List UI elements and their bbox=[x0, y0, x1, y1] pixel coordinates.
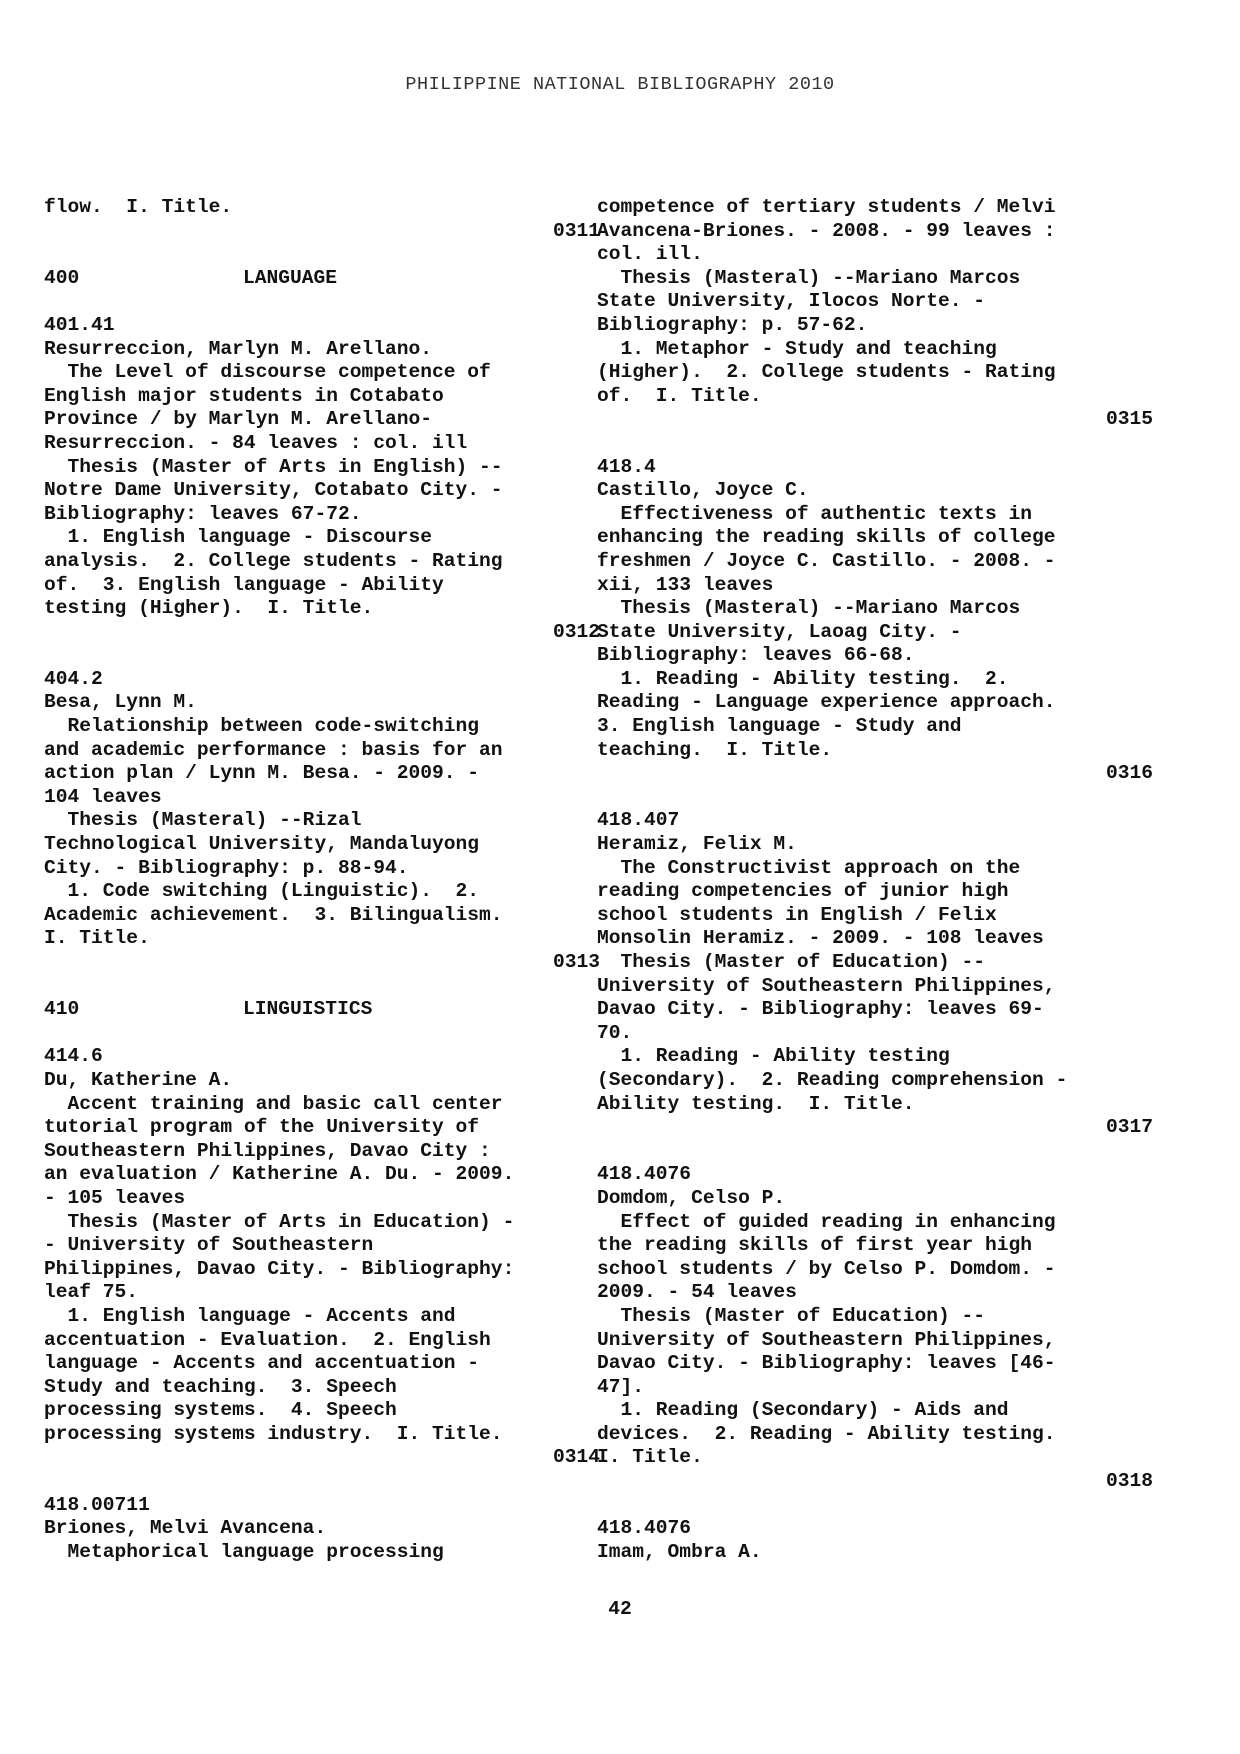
entry-line: Briones, Melvi Avancena. bbox=[44, 1517, 327, 1540]
entry-line: Bibliography: leaves 66-68. bbox=[597, 644, 915, 667]
entry-line: Resurreccion, Marlyn M. Arellano. bbox=[44, 337, 433, 360]
entry-line: Accent training and basic call center bbox=[44, 1092, 503, 1115]
entry-line: Province / by Marlyn M. Arellano- bbox=[44, 408, 433, 431]
entry-line: Thesis (Master of Education) -- bbox=[597, 1304, 986, 1327]
entry-number: 0317 bbox=[1105, 1116, 1153, 1139]
entry-line: 3. English language - Study and bbox=[597, 715, 962, 738]
entry-line: 418.4076 bbox=[597, 1163, 692, 1186]
entry-line: Resurreccion. - 84 leaves : col. ill bbox=[44, 431, 468, 454]
entry-number: 0313 bbox=[552, 951, 600, 973]
entry-line: Reading - Language experience approach. bbox=[597, 691, 1056, 714]
blank-line bbox=[597, 432, 1153, 456]
entry-line: Southeastern Philippines, Davao City : bbox=[44, 1139, 491, 1162]
entry-line: Effect of guided reading in enhancing bbox=[597, 1210, 1056, 1233]
entry-line: The Level of discourse competence of bbox=[44, 361, 491, 384]
entry-line: tutorial program of the University of bbox=[44, 1116, 480, 1139]
entry-line: freshmen / Joyce C. Castillo. - 2008. - bbox=[597, 549, 1056, 572]
entry-number: 0312 bbox=[552, 620, 600, 643]
entry-line: of. I. Title. bbox=[597, 384, 762, 407]
entry-line: accentuation - Evaluation. 2. English bbox=[44, 1328, 491, 1351]
section-label: LANGUAGE bbox=[243, 266, 338, 289]
entry-number: 0315 bbox=[1105, 408, 1153, 431]
entry-line: col. ill. bbox=[597, 243, 703, 266]
entry-line: competence of tertiary students / Melvi bbox=[597, 196, 1056, 218]
entry-line: - University of Southeastern bbox=[44, 1234, 374, 1257]
blank-line bbox=[597, 1140, 1153, 1164]
entry-number: 0318 bbox=[1105, 1470, 1153, 1493]
entry-line: Heramiz, Felix M. bbox=[597, 833, 797, 856]
right-column bbox=[597, 196, 1153, 1564]
entry-line: Avancena-Briones. - 2008. - 99 leaves : bbox=[597, 219, 1056, 242]
entry-line: Academic achievement. 3. Bilingualism. bbox=[44, 903, 503, 926]
left-column bbox=[44, 196, 600, 1564]
entry-line: 47]. bbox=[597, 1375, 645, 1398]
entry-line: testing (Higher). I. Title. bbox=[44, 597, 374, 620]
blank-line bbox=[597, 1494, 1153, 1518]
entry-line: 418.00711 bbox=[44, 1493, 150, 1516]
page-number: 42 bbox=[608, 1598, 632, 1620]
entry-line: teaching. I. Title. bbox=[597, 738, 833, 761]
section-heading bbox=[44, 267, 600, 291]
entry-line: Monsolin Heramiz. - 2009. - 108 leaves bbox=[597, 927, 1044, 950]
entry-line: analysis. 2. College students - Rating bbox=[44, 549, 503, 572]
entry-line: xii, 133 leaves bbox=[597, 573, 774, 596]
entry-line: Imam, Ombra A. bbox=[597, 1540, 762, 1563]
section-label: LINGUISTICS bbox=[243, 998, 373, 1021]
entry-line: Thesis (Master of Education) -- bbox=[597, 951, 986, 973]
entry-line: Davao City. - Bibliography: leaves 69- bbox=[597, 998, 1044, 1021]
entry-line: school students in English / Felix bbox=[597, 903, 997, 926]
entry-line: language - Accents and accentuation - bbox=[44, 1352, 480, 1375]
blank-line bbox=[44, 975, 600, 999]
entry-line: Philippines, Davao City. - Bibliography: bbox=[44, 1257, 515, 1280]
entry-line: Relationship between code-switching bbox=[44, 715, 480, 738]
entry-line: 1. Metaphor - Study and teaching bbox=[597, 337, 997, 360]
entry-line: 404.2 bbox=[44, 667, 103, 690]
entry-line: Technological University, Mandaluyong bbox=[44, 833, 480, 856]
entry-line: 1. Reading (Secondary) - Aids and bbox=[597, 1399, 1009, 1422]
entry-line: 2009. - 54 leaves bbox=[597, 1281, 797, 1304]
blank-line bbox=[44, 290, 600, 314]
entry-line: Thesis (Master of Arts in English) -- bbox=[44, 455, 503, 478]
entry-line: Bibliography: leaves 67-72. bbox=[44, 502, 362, 525]
entry-line: Castillo, Joyce C. bbox=[597, 479, 809, 502]
section-heading bbox=[44, 998, 600, 1022]
blank-line bbox=[44, 243, 600, 267]
entry-line: Study and teaching. 3. Speech bbox=[44, 1375, 397, 1398]
entry-line: processing systems industry. I. Title. bbox=[44, 1422, 503, 1445]
entry-line: flow. I. Title. bbox=[44, 196, 233, 218]
entry-line: (Secondary). 2. Reading comprehension - bbox=[597, 1068, 1068, 1091]
entry-line: I. Title. bbox=[44, 927, 150, 950]
entry-line: Thesis (Masteral) --Rizal bbox=[44, 809, 362, 832]
blank-line bbox=[44, 1470, 600, 1494]
entry-line: Metaphorical language processing bbox=[44, 1540, 444, 1563]
section-code: 400 bbox=[44, 266, 80, 289]
entry-line: City. - Bibliography: p. 88-94. bbox=[44, 856, 409, 879]
entry-line: 418.407 bbox=[597, 809, 680, 832]
entry-line: of. 3. English language - Ability bbox=[44, 573, 444, 596]
entry-line: and academic performance : basis for an bbox=[44, 738, 503, 761]
entry-line: I. Title. bbox=[597, 1446, 703, 1469]
entry-line: Davao City. - Bibliography: leaves [46- bbox=[597, 1352, 1056, 1375]
entry-line: University of Southeastern Philippines, bbox=[597, 1328, 1056, 1351]
entry-line: Thesis (Masteral) --Mariano Marcos bbox=[597, 597, 1021, 620]
entry-line: 401.41 bbox=[44, 313, 115, 336]
entry-line: 1. Code switching (Linguistic). 2. bbox=[44, 880, 480, 903]
entry-line: 414.6 bbox=[44, 1045, 103, 1068]
entry-line: 70. bbox=[597, 1021, 633, 1044]
entry-line: - 105 leaves bbox=[44, 1186, 186, 1209]
entry-line: Domdom, Celso P. bbox=[597, 1186, 786, 1209]
entry-number: 0316 bbox=[1105, 762, 1153, 785]
entry-number: 0311 bbox=[552, 219, 600, 242]
entry-line: devices. 2. Reading - Ability testing. bbox=[597, 1422, 1056, 1445]
entry-line: 418.4076 bbox=[597, 1517, 692, 1540]
entry-line: The Constructivist approach on the bbox=[597, 856, 1021, 879]
entry-line: State University, Laoag City. - bbox=[597, 620, 962, 643]
entry-line: 1. English language - Accents and bbox=[44, 1304, 456, 1327]
entry-line: an evaluation / Katherine A. Du. - 2009. bbox=[44, 1163, 515, 1186]
entry-line: English major students in Cotabato bbox=[44, 384, 444, 407]
entry-line: 1. English language - Discourse bbox=[44, 526, 433, 549]
entry-line: action plan / Lynn M. Besa. - 2009. - bbox=[44, 762, 480, 785]
entry-line: enhancing the reading skills of college bbox=[597, 526, 1056, 549]
blank-line bbox=[597, 786, 1153, 810]
entry-line: Besa, Lynn M. bbox=[44, 691, 197, 714]
section-code: 410 bbox=[44, 998, 80, 1021]
entry-line: Thesis (Master of Arts in Education) - bbox=[44, 1210, 515, 1233]
entry-line: 104 leaves bbox=[44, 785, 162, 808]
entry-line: school students / by Celso P. Domdom. - bbox=[597, 1257, 1056, 1280]
entry-line: Ability testing. I. Title. bbox=[597, 1092, 915, 1115]
entry-line: 1. Reading - Ability testing bbox=[597, 1045, 950, 1068]
blank-line bbox=[44, 1022, 600, 1046]
entry-line: reading competencies of junior high bbox=[597, 880, 1009, 903]
entry-line: 1. Reading - Ability testing. 2. bbox=[597, 667, 1009, 690]
entry-line: University of Southeastern Philippines, bbox=[597, 974, 1056, 997]
entry-line: the reading skills of first year high bbox=[597, 1234, 1033, 1257]
entry-line: Du, Katherine A. bbox=[44, 1068, 233, 1091]
entry-line: Notre Dame University, Cotabato City. - bbox=[44, 479, 503, 502]
entry-line: Effectiveness of authentic texts in bbox=[597, 502, 1033, 525]
entry-line: 418.4 bbox=[597, 455, 656, 478]
entry-line: State University, Ilocos Norte. - bbox=[597, 290, 986, 313]
entry-line: leaf 75. bbox=[44, 1281, 139, 1304]
entry-line: (Higher). 2. College students - Rating bbox=[597, 361, 1056, 384]
entry-line: Thesis (Masteral) --Mariano Marcos bbox=[597, 266, 1021, 289]
running-header: PHILIPPINE NATIONAL BIBLIOGRAPHY 2010 bbox=[405, 74, 835, 95]
entry-line: processing systems. 4. Speech bbox=[44, 1399, 397, 1422]
entry-line: Bibliography: p. 57-62. bbox=[597, 313, 868, 336]
blank-line bbox=[44, 644, 600, 668]
entry-number: 0314 bbox=[552, 1446, 600, 1469]
